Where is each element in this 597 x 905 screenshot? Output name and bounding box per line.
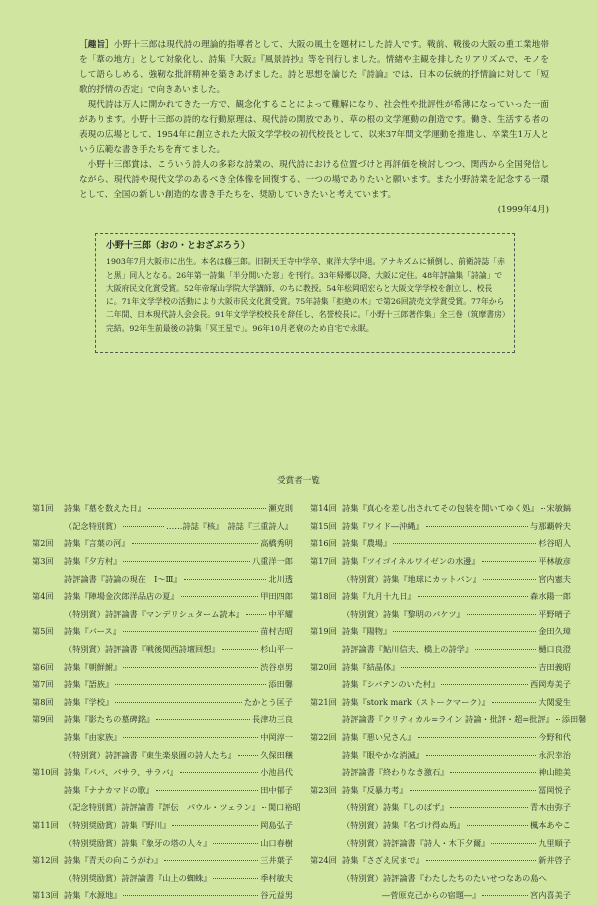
winner-work: 詩集『ナナカマドの歌』 [64, 784, 154, 795]
winner-name: 平林敏彦 [538, 556, 571, 567]
winner-round: 第12回 [32, 855, 59, 866]
winner-row [32, 764, 293, 782]
winner-round: 第5回 [32, 626, 54, 637]
winner-row [310, 694, 571, 712]
leader-dots [450, 807, 528, 808]
winner-row [310, 817, 571, 835]
winner-work: 詩集『農場』 [342, 538, 392, 549]
winner-work: （特別賞）詩評論書『マンデリシュターム読本』 [64, 608, 244, 619]
intro-tag: ［趣旨］ [79, 40, 114, 50]
winner-round: 第16回 [310, 538, 337, 549]
winner-entry [64, 732, 293, 743]
winner-round: 第1回 [32, 503, 54, 514]
winner-round: 第19回 [310, 626, 337, 637]
winner-name: 中岡淳一 [260, 732, 293, 743]
winner-entry [64, 538, 293, 549]
winner-name: ……詩誌『核』 詩誌『三重詩人』 [166, 520, 293, 531]
winner-work: 詩集『影たちの墓碑銘』 [64, 714, 155, 725]
winner-name: 新井啓子 [538, 855, 571, 866]
winner-name: 九里順子 [538, 837, 571, 848]
winner-work: 詩集『悪い兄さん』 [342, 732, 416, 743]
winner-work: （記念特別賞）詩評論書『評伝 パウル・ツェラン』 [64, 802, 260, 813]
winner-round: 第6回 [32, 661, 54, 672]
winner-work: 詩集『シバテンのいた村』 [342, 679, 440, 690]
winner-row [310, 782, 571, 800]
winner-row [310, 729, 571, 747]
winner-work: 詩評論書『鮎川信夫、橋上の詩学』 [342, 644, 474, 655]
winner-row [310, 623, 571, 641]
winner-work: 詩集『真心を差し出されてその包装を開いてゆく処』 [342, 503, 539, 514]
winner-name: 甲田四郎 [260, 591, 293, 602]
winner-row [310, 852, 571, 870]
winner-row [310, 606, 571, 624]
winner-round: 第8回 [32, 696, 54, 707]
winner-round: 第3回 [32, 556, 54, 567]
winner-entry [64, 521, 293, 532]
winners-list-title: 受賞者一覧 [277, 476, 320, 486]
winner-name: 宋敏鎬 [546, 503, 572, 514]
winner-work: 詩集『言葉の河』 [64, 538, 130, 549]
winner-name: 神山睦美 [538, 767, 571, 778]
winner-entry [64, 890, 293, 901]
winner-work: 詩集『stork mark（ストークマーク）』 [342, 696, 490, 707]
winner-entry [64, 873, 293, 884]
winner-round: 第10回 [32, 767, 59, 778]
winner-entry [342, 626, 571, 637]
winner-name: 北川透 [268, 573, 293, 584]
winner-work: （特別賞）詩集『しのばず』 [342, 802, 449, 813]
winner-name: 杉谷昭人 [538, 538, 571, 549]
winner-name: 金田久璋 [538, 626, 571, 637]
winner-entry [64, 785, 293, 796]
winner-name: 樋口良澄 [538, 644, 571, 655]
winner-name: 与那覇幹夫 [530, 520, 571, 531]
winner-row [32, 553, 293, 571]
winner-round: 第23回 [310, 784, 337, 795]
winner-work: 詩集『反暴力考』 [342, 784, 408, 795]
winner-name: 三井葉子 [260, 855, 293, 866]
winner-entry [342, 802, 571, 813]
leader-dots [222, 649, 259, 650]
leader-dots [123, 667, 258, 668]
winner-row [310, 799, 571, 817]
winner-entry [342, 556, 571, 567]
winner-round: 第24回 [310, 855, 337, 866]
winner-work: 詩集『パパ、パサラ、サラバ』 [64, 767, 178, 778]
winner-name: 冨岡悦子 [538, 784, 571, 795]
winner-name: 添田馨 [561, 714, 587, 725]
winner-entry [64, 820, 293, 831]
winner-name: 長津功三良 [252, 714, 293, 725]
leader-dots [115, 684, 266, 685]
leader-dots [491, 843, 536, 844]
winner-work: 詩集『結晶体』 [342, 661, 400, 672]
winner-row [32, 782, 293, 800]
leader-dots [246, 614, 266, 615]
winner-work: 詩評論書『終わりなき激石』 [342, 767, 449, 778]
winner-entry [342, 732, 571, 743]
leader-dots [180, 772, 258, 773]
winner-entry [342, 750, 571, 761]
winner-row [32, 746, 293, 764]
leader-dots [164, 860, 258, 861]
winner-row [310, 676, 571, 694]
winner-entry [342, 591, 571, 602]
leader-dots [213, 878, 258, 879]
leader-dots [123, 526, 164, 527]
leader-dots [475, 649, 536, 650]
leader-dots [172, 825, 258, 826]
winner-row [32, 834, 293, 852]
leader-dots [418, 596, 528, 597]
winner-entry [64, 802, 301, 813]
winner-round: 第14回 [310, 503, 337, 514]
winner-work: （特別賞）詩評論書『わたしたちのたいせつなあの島へ [342, 872, 547, 883]
winner-work: （特別奨励賞）詩集『象牙の塔の人々』 [64, 837, 212, 848]
leader-dots [148, 508, 267, 509]
winner-name: 季村敏夫 [260, 872, 293, 883]
winner-entry [64, 697, 293, 708]
winner-work: 詩集『学校』 [64, 696, 114, 707]
winner-name: 宮内憲夫 [538, 573, 571, 584]
winner-work: （記念特別賞） [64, 520, 122, 531]
leader-dots [401, 667, 536, 668]
leader-dots [123, 737, 258, 738]
winner-row [32, 711, 293, 729]
winner-name: 八重洋一郎 [252, 556, 293, 567]
winner-name: 杉山平一 [260, 644, 293, 655]
winner-row [32, 500, 293, 518]
leader-dots [556, 719, 560, 720]
winner-work: 詩集『青天の向こうがわ』 [64, 855, 163, 866]
winner-entry [64, 609, 293, 620]
winner-name: 楓本あやこ [530, 819, 571, 830]
leader-dots [410, 790, 537, 791]
winner-work: 詩集『陽物』 [342, 626, 392, 637]
intro-section [79, 38, 549, 218]
winner-entry [342, 503, 571, 514]
winner-work: 詩集『ワイド―沖縄』 [342, 520, 424, 531]
winners-left-column [32, 500, 301, 905]
winner-entry [342, 697, 571, 708]
winner-work: 詩集『さざえ尻まで』 [342, 855, 424, 866]
winner-entry [342, 538, 571, 549]
winner-name: 田中郁子 [260, 784, 293, 795]
winner-row [32, 676, 293, 694]
winner-name: 苗村吉昭 [260, 626, 293, 637]
winner-row [310, 535, 571, 553]
winner-round: 第17回 [310, 556, 337, 567]
winner-row [310, 834, 571, 852]
winner-name: 西岡寿美子 [530, 679, 571, 690]
winner-round: 第21回 [310, 696, 337, 707]
winner-entry [342, 521, 571, 532]
leader-dots [483, 579, 536, 580]
winner-row [32, 729, 293, 747]
winner-round: 第7回 [32, 679, 54, 690]
winner-row [310, 869, 571, 887]
winner-row [310, 711, 587, 729]
winner-entry [64, 503, 293, 514]
winner-row [32, 535, 293, 553]
winner-row [310, 518, 571, 536]
winner-row [310, 658, 571, 676]
winner-round: 第13回 [32, 890, 59, 901]
winner-name: 大関愛生 [538, 696, 571, 707]
winner-work: （特別賞）詩集『名づけ得ぬ馬』 [342, 819, 465, 830]
winner-row [310, 764, 571, 782]
winner-work: 詩評論書『クリティカル=ライン 詩論・批評・超=批評』 [342, 714, 554, 725]
leader-dots [213, 843, 258, 844]
leader-dots [426, 755, 536, 756]
winner-round: 第9回 [32, 714, 54, 725]
leader-dots [441, 684, 528, 685]
winner-entry [64, 626, 293, 637]
winner-row [310, 887, 571, 905]
winner-row [32, 606, 293, 624]
intro-paragraph-1: ［趣旨］小野十三郎は現代詩の理論的指導者として、大阪の風土を題材にした詩人です。戦前、戦後の大阪の重工業地帯を「葦の地方」として対象化し、詩集『大阪』『風景詩抄』等を刊行しました。情緒や主観を排したリアリズムで、モノをして語らしめる、強靭な批評精神を築きあげました。詩と思想を論じた『詩論』では、日本の伝統的抒情論に対して「短歌的抒情の否定」で向きあいました。 [79, 40, 549, 95]
leader-dots [418, 737, 537, 738]
leader-dots [541, 508, 545, 509]
winner-name: 平野晴子 [538, 608, 571, 619]
winners-right-column [310, 500, 587, 905]
winner-row [310, 746, 571, 764]
winner-round: 第11回 [32, 819, 59, 830]
bio-box [95, 233, 515, 353]
winner-entry [342, 785, 571, 796]
leader-dots [123, 631, 258, 632]
winner-entry [64, 750, 293, 761]
winner-row [32, 817, 293, 835]
winner-entry [342, 679, 571, 690]
winner-entry [342, 574, 571, 585]
winner-work: 詩集『墓を数えた日』 [64, 503, 146, 514]
winner-row [32, 570, 293, 588]
leader-dots [426, 526, 528, 527]
winner-entry [342, 820, 571, 831]
winner-row [32, 623, 293, 641]
leader-dots [482, 895, 528, 896]
winner-name: 渋谷卓男 [260, 661, 293, 672]
winner-round: 第22回 [310, 732, 337, 743]
leader-dots [467, 825, 528, 826]
intro-paragraph-3: 小野十三郎賞は、こういう詩人の多彩な詩業の、現代詩における位置づけと再評価を検討しつつ、関西から全国発信しながら、現代詩や現代文学のあるべき全体像を回復する、一つの場でありたいと願います。また小野詩業を記念する一環として、全国の新しい創造的な書き手たちを、奨励していきたいと考えています。 [79, 160, 549, 200]
winner-name: 青木由弥子 [530, 802, 571, 813]
winner-row [310, 588, 571, 606]
winner-name: 今野和代 [538, 732, 571, 743]
winner-row [32, 887, 293, 905]
winner-name: 久保田穣 [260, 749, 293, 760]
leader-dots [492, 702, 536, 703]
winner-entry [342, 644, 571, 655]
winner-round: 第4回 [32, 591, 54, 602]
winner-round: 第18回 [310, 591, 337, 602]
winner-entry [342, 662, 571, 673]
winner-row [310, 570, 571, 588]
winner-work: 詩集『バース』 [64, 626, 121, 637]
winner-row [32, 852, 293, 870]
winner-entry [64, 767, 293, 778]
winner-name: 高橋秀明 [260, 538, 293, 549]
winner-work: （特別奨励賞）詩評論書『山上の蜘蛛』 [64, 872, 212, 883]
winner-work: 詩集『朝鮮鮒』 [64, 661, 122, 672]
winner-entry [342, 838, 571, 849]
winner-entry [64, 591, 293, 602]
winner-entry [64, 679, 293, 690]
winner-entry [64, 574, 293, 585]
winner-work: 詩集『陣場金次郎洋品店の夏』 [64, 591, 179, 602]
winner-work: （特別賞）詩評論書『戦後関西詩壇回想』 [64, 644, 220, 655]
winner-work: （特別賞）詩集『黎明のバケツ』 [342, 608, 465, 619]
winner-name: 吉田義昭 [538, 661, 571, 672]
leader-dots [156, 790, 258, 791]
winner-name: 添田馨 [268, 679, 293, 690]
bio-name: 小野十三郎（おの・とおざぶろう） [106, 241, 251, 251]
winner-work: 詩集『由家族』 [64, 732, 122, 743]
intro-date: (1999年4月) [497, 205, 549, 215]
winner-name: 関口裕昭 [267, 802, 301, 813]
winner-round: 第2回 [32, 538, 54, 549]
winner-row [32, 799, 301, 817]
leader-dots [467, 614, 537, 615]
winner-entry [342, 873, 571, 884]
leader-dots [482, 561, 537, 562]
winner-work: 詩集『水源地』 [64, 890, 122, 901]
winner-work: （特別賞）詩集『地球にカットバン』 [342, 573, 481, 584]
winner-work: （特別賞）詩評論書『東生楽泉圓の詩人たち』 [64, 749, 236, 760]
winner-entry [64, 644, 293, 655]
winner-name: 森水陽一郎 [530, 591, 571, 602]
winner-entry [64, 662, 293, 673]
leader-dots [115, 702, 242, 703]
winner-name: 中平耀 [268, 608, 293, 619]
winner-entry [342, 714, 587, 725]
leader-dots [426, 860, 536, 861]
winner-name: 谷元益男 [260, 890, 293, 901]
winner-name: 永沢幸治 [538, 749, 571, 760]
winner-entry [64, 838, 293, 849]
winner-name: 宮内喜美子 [530, 890, 571, 901]
winner-row [310, 553, 571, 571]
winner-row [32, 869, 293, 887]
intro-paragraph-2: 現代詩は万人に開かれてきた一方で、観念化することによって難解になり、社会性や批評性が希薄になっていった一面があります。小野十三郎の詩的な行動原理は、現代詩の開放であり、草の根の文学運動の創造です。働き、生活する者の表現の広場として、1954年に創立された大阪文学学校の初代校長として、以来37年間文学運動を推進し、卒業生1万人という広範な書き手たちを育てました。 [79, 100, 549, 155]
winner-work: 詩集『眼やかな消滅』 [342, 749, 424, 760]
winner-work: ―菅原克己からの宿題―』 [382, 890, 481, 901]
leader-dots [450, 772, 536, 773]
winner-work: 詩集『夕方村』 [64, 556, 122, 567]
bio-text: 1903年7月大阪市に出生。本名は藤三郎。旧制天王寺中学卒、東洋大学中退。アナキズムに傾倒し、前衛詩誌「赤と黒」同人となる。26年第一詩集「半分開いた窓」を刊行。33年帰郷以降、大阪に定住。48年評論集「詩論」で大阪府民文化賞受賞。52年帝塚山学院大学講師、のちに教授。54年松岡昭宏らと大阪文学学校を創立し、校長に。71年文学学校の活動により大阪市民文化賞受賞。75年詩集「拒絶の木」で第26回読売文学賞受賞。77年から二年間、日本現代詩人会会長。91年文学学校校長を辞任し、名誉校長に。「小野十三郎著作集」全三巻（筑摩書房）完結。92年生前最後の詩集「冥王星で」。96年10月老衰のため自宅で永眠。 [106, 257, 506, 333]
winner-work: 詩集『ツイゴイネルワイゼンの水邊』 [342, 556, 480, 567]
winner-work: 詩集『九月十九日』 [342, 591, 416, 602]
leader-dots [262, 807, 266, 808]
winner-round: 第15回 [310, 520, 337, 531]
winner-row [32, 658, 293, 676]
winner-row [32, 518, 293, 536]
leader-dots [184, 579, 267, 580]
leader-dots [393, 631, 536, 632]
leader-dots [238, 755, 258, 756]
winner-work: 詩集『語族』 [64, 679, 114, 690]
winner-work: （特別奨励賞）詩集『野川』 [64, 819, 171, 830]
leader-dots [132, 543, 259, 544]
winner-work: 詩評論書『詩論の現在 Ⅰ〜Ⅲ』 [64, 573, 182, 584]
winner-row [32, 641, 293, 659]
winner-row [310, 500, 571, 518]
winner-round: 第20回 [310, 661, 337, 672]
winner-entry [64, 556, 293, 567]
leader-dots [123, 561, 250, 562]
winner-row [32, 694, 293, 712]
winner-name: たかとう匡子 [243, 696, 293, 707]
leader-dots [181, 596, 259, 597]
winner-work: （特別賞）詩評論書『詩人・木下夕爾』 [342, 837, 490, 848]
winner-entry [342, 767, 571, 778]
winner-entry [342, 609, 571, 620]
leader-dots [393, 543, 536, 544]
winner-name: 瀬克則 [268, 503, 293, 514]
winner-entry [342, 890, 571, 901]
winner-name: 山口春樹 [260, 837, 293, 848]
leader-dots [156, 719, 250, 720]
winner-row [310, 641, 571, 659]
winner-row [32, 588, 293, 606]
winner-name: 小池昌代 [260, 767, 293, 778]
winner-entry [64, 714, 293, 725]
leader-dots [123, 895, 258, 896]
winner-name: 岡島弘子 [260, 819, 293, 830]
